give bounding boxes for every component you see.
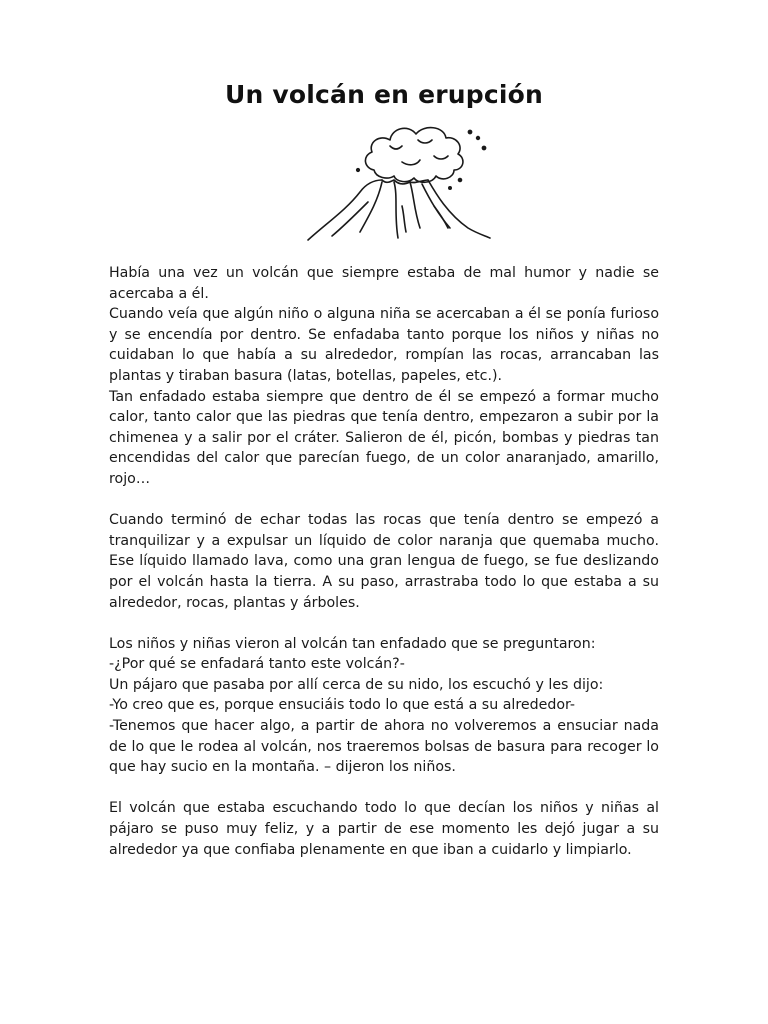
paragraph-spacer [109,490,659,511]
story-text [109,263,659,860]
dialogue-line: -Yo creo que es, porque ensuciáis todo lo que está a su alrededor- [109,697,576,714]
paragraph: Cuando veía que algún niño o alguna niña se acercaban a él se ponía furioso y se encendía por dentro. Se enfadaba tanto porque los niños y niñas no cuidaban lo que había a su alrededor, rompían las rocas, arrancaban las plantas y tiraban basura (latas, botellas, papeles, etc.). [109,306,659,384]
paragraph-spacer [109,613,659,634]
paragraph: Tan enfadado estaba siempre que dentro de él se empezó a formar mucho calor, tanto calor que las piedras que tenía dentro, empezaron a subir por la chimenea y a salir por el cráter. Salieron de él, picón, bombas y piedras tan encendidas del calor que parecían fuego, de un color anaranjado, amarillo, rojo… [109,388,659,487]
paragraph: Los niños y niñas vieron al volcán tan enfadado que se preguntaron: [109,635,596,652]
paragraph-spacer [109,778,659,799]
dialogue-line: -¿Por qué se enfadará tanto este volcán?- [109,656,405,673]
page-title: Un volcán en erupción [224,80,544,109]
paragraph: Un pájaro que pasaba por allí cerca de su nido, los escuchó y les dijo: [109,676,604,693]
paragraph: Había una vez un volcán que siempre estaba de mal humor y nadie se acercaba a él. [109,265,659,302]
paragraph: El volcán que estaba escuchando todo lo que decían los niños y niñas al pájaro se puso muy feliz, y a partir de ese momento les dejó jugar a su alrededor ya que confiaba plenamente en que iban a cuidarlo y limpiarlo. [109,800,659,858]
volcano-erupting-icon [298,110,498,250]
paragraph: Cuando terminó de echar todas las rocas que tenía dentro se empezó a tranquilizar y a expulsar un líquido de color naranja que quemaba mucho. Ese líquido llamado lava, como una gran lengua de fuego, se fue deslizando por el volcán hasta la tierra. A su paso, arrastraba todo lo que estaba a su alrededor, rocas, plantas y árboles. [109,512,659,611]
dialogue-line: -Tenemos que hacer algo, a partir de ahora no volveremos a ensuciar nada de lo que le rodea al volcán, nos traeremos bolsas de basura para recoger lo que hay sucio en la montaña. – dijeron los niños. [109,718,659,776]
